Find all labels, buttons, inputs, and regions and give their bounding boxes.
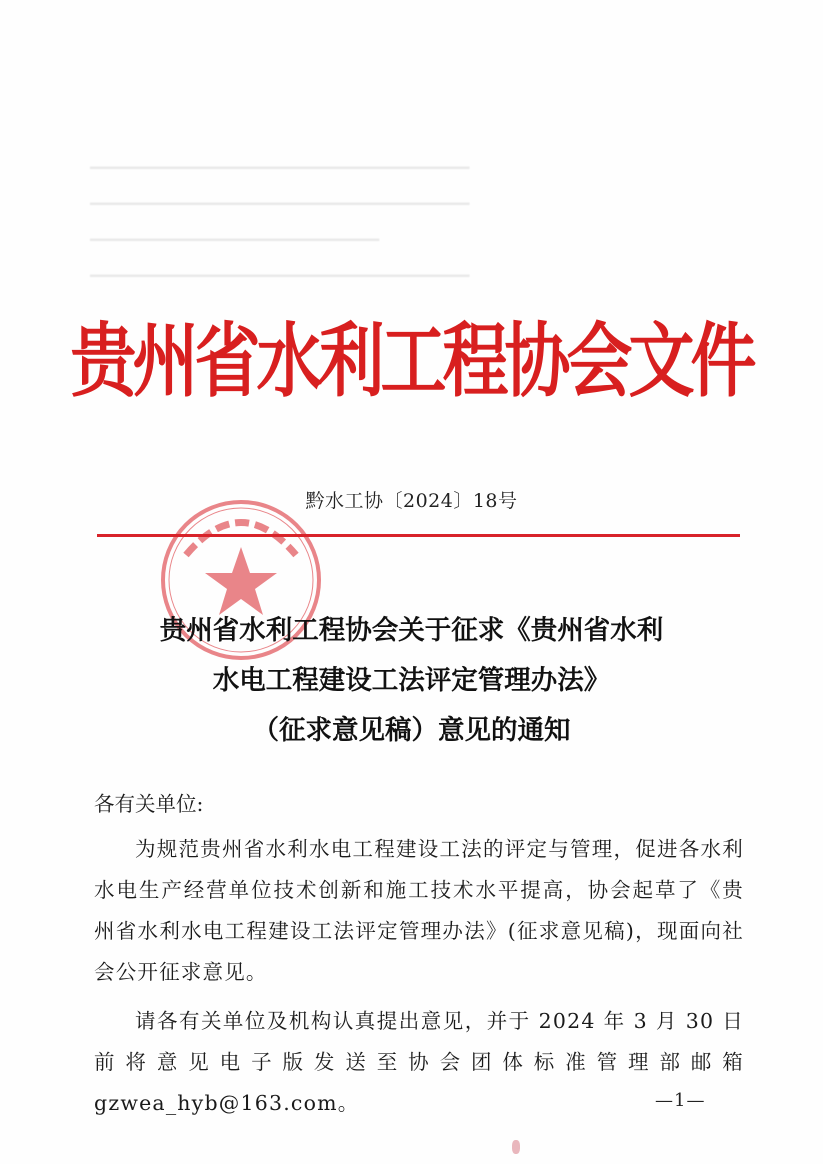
paragraph-request: 请各有关单位及机构认真提出意见，并于 2024 年 3 月 30 日前将意见电子版发送至协会团体标准管理部邮箱 gzwea_hyb@163.com。: [94, 1009, 744, 1115]
document-header-title: 贵州省水利工程协会文件: [70, 314, 753, 409]
salutation: 各有关单位:: [94, 792, 204, 816]
bleed-through-text: ━━━━━━━━━━━━━━━━━━━━━━━━━━━━━━━━━━━━━━━━━━ ━━━━━━━━━━━━━━━━━━━━━━━━━━━━━━━━━━━━━━━━━━ ━━━━━━━━━━━━━━━━━━━━━━━━━━━━━━━━ ━━━━━━━━━━━━━━━━━━━━━━━━━━━━━━━━━━━━━━━━━━: [90, 159, 470, 285]
paragraph-purpose: 为规范贵州省水利水电工程建设工法的评定与管理，促进各水利水电生产经营单位技术创新和施工技术水平提高，协会起草了《贵州省水利水电工程建设工法评定管理办法》(征求意见稿)，现面向社会公开征求意见。: [94, 837, 744, 984]
notice-title: [0, 606, 823, 756]
notice-title-line-3: （征求意见稿）意见的通知: [252, 715, 571, 746]
star-icon: [205, 547, 277, 615]
notice-title-line-1: 贵州省水利工程协会关于征求《贵州省水利: [159, 615, 664, 646]
ink-speck: [512, 1140, 520, 1154]
document-number: 黔水工协〔2024〕18号: [305, 490, 518, 512]
notice-title-line-2: 水电工程建设工法评定管理办法》: [212, 665, 611, 696]
notice-body: [94, 784, 744, 1124]
page-number: —1—: [655, 1090, 706, 1111]
